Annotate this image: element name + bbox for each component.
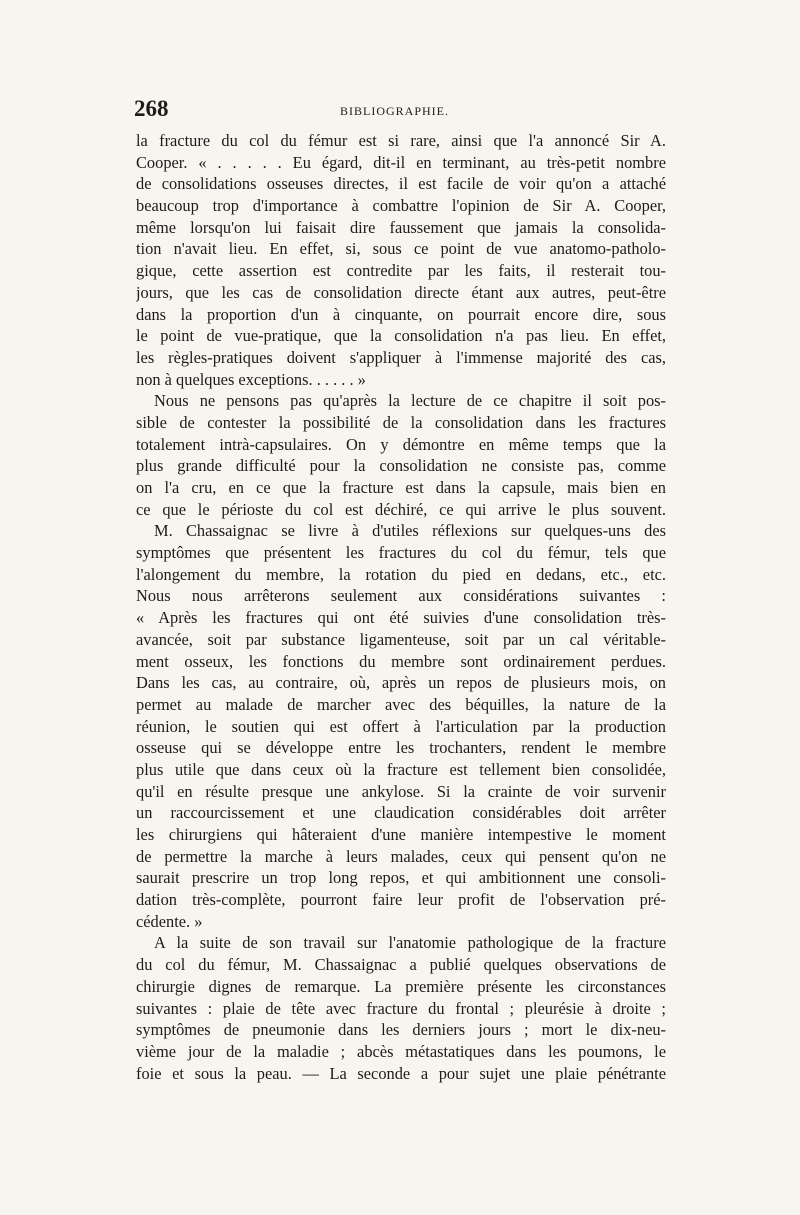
text-line: permet au malade de marcher avec des béquilles, la nature de la — [136, 694, 666, 714]
text-line: le point de vue-pratique, que la consolidation n'a pas lieu. En effet, — [136, 326, 666, 346]
page-number: 268 — [134, 96, 169, 121]
text-line: symptômes que présentent les fractures du col du fémur, tels que — [136, 543, 666, 563]
running-head: BIBLIOGRAPHIE. — [340, 104, 449, 118]
text-line: totalement intrà-capsulaires. On y démontre en même temps que la — [136, 434, 666, 454]
text-line: réunion, le soutien qui est offert à l'articulation par la production — [136, 716, 666, 736]
text-line: plus utile que dans ceux où la fracture est tellement bien consolidée, — [136, 759, 666, 779]
paragraph-start-line: A la suite de son travail sur l'anatomie pathologique de la fracture — [154, 933, 666, 953]
text-line: la fracture du col du fémur est si rare, ainsi que l'a annoncé Sir A. — [136, 131, 666, 150]
text-line: beaucoup trop d'importance à combattre l'opinion de Sir A. Cooper, — [136, 196, 666, 216]
text-line: suivantes : plaie de tête avec fracture du frontal ; pleurésie à droite ; — [136, 998, 666, 1018]
text-line: Cooper. « . . . . . Eu égard, dit-il en terminant, au très-petit nombre — [136, 152, 666, 172]
text-line: dans la proportion d'un à cinquante, on pourrait encore dire, sous — [136, 304, 666, 324]
text-line: Nous nous arrêterons seulement aux considérations suivantes : — [136, 586, 666, 606]
page-header — [134, 96, 664, 126]
paragraph-start-line: Nous ne pensons pas qu'après la lecture de ce chapitre il soit pos- — [154, 391, 666, 411]
text-line: ce que le périoste du col est déchiré, ce qui arrive le plus souvent. — [136, 499, 666, 519]
text-line: sible de contester la possibilité de la consolidation dans les fractures — [136, 412, 666, 432]
text-line: de permettre la marche à leurs malades, ceux qui pensent qu'on ne — [136, 846, 666, 866]
text-line: un raccourcissement et une claudication considérables doit arrêter — [136, 803, 666, 823]
text-line: « Après les fractures qui ont été suivies d'une consolidation très- — [136, 608, 666, 628]
text-line: cédente. » — [136, 911, 203, 931]
text-line: les chirurgiens qui hâteraient d'une manière intempestive le moment — [136, 825, 666, 844]
text-line: chirurgie dignes de remarque. La première présente les circonstances — [136, 976, 666, 996]
text-line: avancée, soit par substance ligamenteuse, soit par un cal véritable- — [136, 629, 666, 649]
text-line: osseuse qui se développe entre les trochanters, rendent le membre — [136, 738, 666, 758]
text-line: les règles-pratiques doivent s'appliquer à l'immense majorité des cas, — [136, 347, 666, 367]
text-line: de consolidations osseuses directes, il est facile de voir qu'on a attaché — [136, 174, 666, 194]
paragraph-start-line: M. Chassaignac se livre à d'utiles réflexions sur quelques-uns des — [154, 521, 666, 541]
text-line: on l'a cru, en ce que la fracture est dans la capsule, mais bien en — [136, 478, 666, 497]
body-text — [136, 130, 666, 1084]
text-line: gique, cette assertion est contredite par les faits, il resterait tou- — [136, 261, 666, 281]
text-line: même lorsqu'on lui faisait dire faussement que jamais la consolida- — [136, 217, 666, 237]
text-line: symptômes de pneumonie dans les derniers jours ; mort le dix-neu- — [136, 1020, 666, 1040]
text-line: tion n'avait lieu. En effet, si, sous ce point de vue anatomo-patholo- — [136, 239, 666, 259]
text-line: Dans les cas, au contraire, où, après un repos de plusieurs mois, on — [136, 673, 666, 693]
text-line: saurait prescrire un trop long repos, et qui ambitionnent une consoli- — [136, 868, 666, 888]
text-line: ment osseux, les fonctions du membre sont ordinairement perdues. — [136, 651, 666, 671]
text-line: dation très-complète, pourront faire leur profit de l'observation pré- — [136, 890, 666, 910]
text-line: non à quelques exceptions. . . . . . » — [136, 369, 366, 389]
text-line: qu'il en résulte presque une ankylose. Si la crainte de voir survenir — [136, 781, 666, 801]
text-line: plus grande difficulté pour la consolidation ne consiste pas, comme — [136, 456, 666, 476]
text-line: jours, que les cas de consolidation directe étant aux autres, peut-être — [136, 282, 666, 302]
text-line: du col du fémur, M. Chassaignac a publié quelques observations de — [136, 955, 666, 975]
text-line: foie et sous la peau. — La seconde a pour sujet une plaie pénétrante — [136, 1063, 666, 1083]
text-line: vième jour de la maladie ; abcès métastatiques dans les poumons, le — [136, 1041, 666, 1061]
text-line: l'alongement du membre, la rotation du pied en dedans, etc., etc. — [136, 564, 666, 584]
